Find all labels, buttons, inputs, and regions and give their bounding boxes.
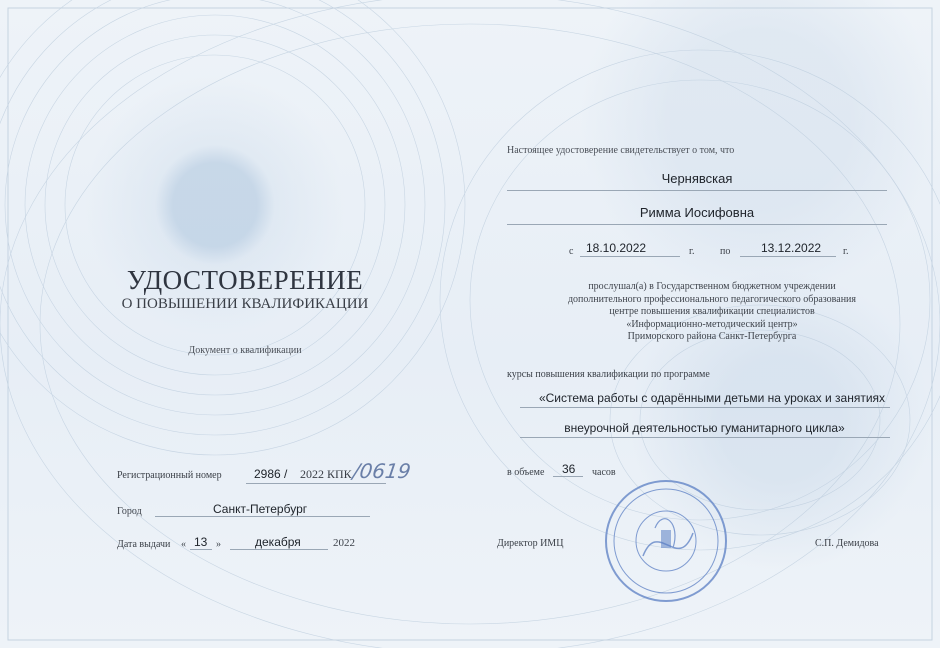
date-from-label: с: [569, 246, 574, 257]
program-name-line-2: внеурочной деятельностью гуманитарного цикла»: [564, 421, 845, 435]
date-from-year-abbr: г.: [689, 246, 695, 257]
city-label: Город: [117, 506, 142, 517]
institution-line-3: центре повышения квалификации специалистов: [609, 306, 815, 317]
program-line-2-underline: [520, 437, 890, 438]
reg-number-underline: [246, 483, 386, 484]
given-names: Римма Иосифовна: [639, 205, 755, 220]
program-label: курсы повышения квалификации по программе: [507, 369, 710, 380]
issue-day-underline: [190, 549, 212, 550]
date-from-underline: [580, 256, 680, 257]
document-subtitle: О ПОВЫШЕНИИ КВАЛИФИКАЦИИ: [121, 296, 369, 312]
official-stamp-icon: [603, 478, 729, 604]
issue-month-underline: [230, 549, 328, 550]
institution-line-1: прослушал(а) в Государственном бюджетном учреждении: [588, 281, 836, 292]
volume-underline: [553, 476, 583, 477]
certifies-text: Настоящее удостоверение свидетельствует о том, что: [507, 145, 735, 156]
issue-date-close-quote: »: [216, 539, 221, 550]
director-name: С.П. Демидова: [815, 538, 879, 549]
issue-year: 2022: [333, 537, 355, 549]
date-to-label: по: [720, 246, 731, 257]
date-to: 13.12.2022: [761, 241, 822, 255]
date-from: 18.10.2022: [586, 241, 647, 255]
issue-month: декабря: [255, 535, 301, 549]
institution-line-2: дополнительного профессионального педагогического образования: [567, 293, 857, 305]
surname: Чернявская: [661, 171, 733, 186]
hours-label: часов: [592, 467, 616, 478]
program-line-1-underline: [520, 407, 890, 408]
given-names-underline: [507, 224, 887, 225]
reg-number-label: Регистрационный номер: [117, 470, 222, 481]
date-to-underline: [740, 256, 836, 257]
volume-label: в объеме: [507, 467, 545, 478]
institution-line-5: Приморского района Санкт-Петербурга: [627, 331, 797, 342]
city-value: Санкт-Петербург: [213, 502, 308, 516]
volume-hours: 36: [562, 462, 576, 476]
issue-date-label: Дата выдачи: [117, 539, 171, 550]
director-title: Директор ИМЦ: [497, 538, 564, 549]
institution-line-4: «Информационно-методический центр»: [626, 318, 798, 330]
date-to-year-abbr: г.: [843, 246, 849, 257]
issue-date-open-quote: «: [181, 539, 186, 550]
issue-day: 13: [194, 535, 208, 549]
reg-number-handwritten: /0619: [351, 459, 413, 483]
surname-underline: [507, 190, 887, 191]
institution-block: [507, 281, 917, 344]
program-name-line-1: «Система работы с одарёнными детьми на уроках и занятиях: [538, 391, 886, 405]
city-underline: [155, 516, 370, 517]
document-type: Документ о квалификации: [188, 345, 302, 356]
reg-number-year: 2022 КПК: [300, 467, 352, 481]
reg-number-value: 2986 /: [254, 467, 288, 481]
document-title: УДОСТОВЕРЕНИЕ: [126, 265, 364, 295]
